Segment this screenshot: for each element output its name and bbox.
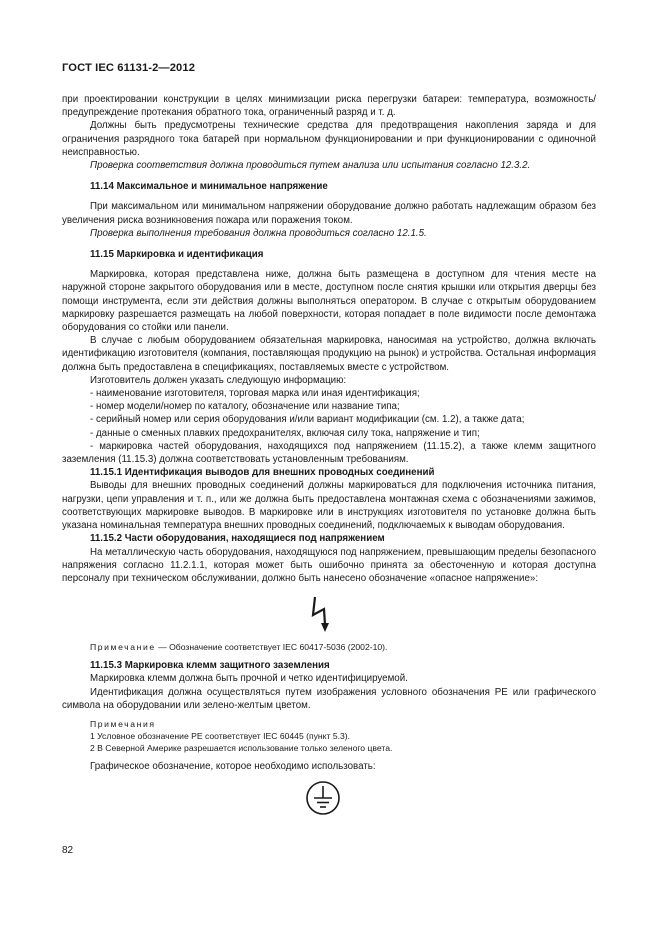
list-item: - серийный номер или серия оборудования и/или вариант модификации (см. 1.2), а также дата; — [90, 414, 525, 426]
section-heading-11-15-1: 11.15.1 Идентификация выводов для внешних проводных соединений — [90, 467, 435, 479]
paragraph: Идентификация должна осуществляться путем изображения условного обозначения PE или графического символа на оборудовании или зелено-желтым цветом. — [62, 686, 596, 711]
section-heading-11-15-2: 11.15.2 Части оборудования, находящиеся под напряжением — [90, 533, 385, 545]
protective-earth-symbol-row — [62, 773, 596, 823]
paragraph: при проектировании конструкции в целях минимизации риска перегрузки батареи: температура, возможность/предупреждение протекания обратного тока, ограниченный разряд и т. д. — [62, 94, 596, 119]
list-item: - номер модели/номер по каталогу, обозначение или название типа; — [90, 401, 400, 413]
paragraph: При максимальном или минимальном напряжении оборудование должно работать надлежащим образом без увеличения риска возникновения пожара или поражения током. — [62, 201, 596, 226]
paragraph: В случае с любым оборудованием обязательная маркировка, наносимая на устройство, должна включать идентификацию изготовителя (компания, поставляющая продукцию на рынок) и устройства. Остальная информация должна быть предоставлена в спецификациях, поставляемых вместе с устройством. — [62, 335, 596, 373]
paragraph: Должны быть предусмотрены технические средства для предотвращения накопления заряда и для ограничения разрядного тока батарей при нормальном функционировании и при функционировании с одиночной неисправностью. — [62, 120, 596, 158]
section-heading-11-15: 11.15 Маркировка и идентификация — [90, 249, 264, 261]
note-label: Примечание — [90, 642, 156, 653]
document-body — [62, 93, 596, 823]
paragraph: Выводы для внешних проводных соединений должны маркироваться для подключения источника питания, нагрузки, цепи управления и т. п., или же должна быть предоставлена монтажная схема с обозначениями зажимов, соответствующих маркировке выводов. В маркировке или в инструкциях изготовителя по установке должна быть указана номинальная температура внешних проводных соединений, подключаемых к выводам оборудования. — [62, 480, 596, 532]
verification-paragraph: Проверка соответствия должна проводиться путем анализа или испытания согласно 12.3.2. — [90, 160, 531, 172]
paragraph: Изготовитель должен указать следующую информацию: — [90, 374, 347, 386]
paragraph: Маркировка, которая представлена ниже, должна быть размещена в доступном для чтения месте на наружной стороне закрытого оборудования или в месте, доступном после снятия крышки или открытия дверцы без помощи инструмента, если эти действия должны выполняться оператором. В случае с открытым оборудованием маркировку разрешается размещать на любой поверхности, которая попадает в поле видимости после демонтажа оборудования со стойки или панели. — [62, 269, 596, 334]
notes-heading: Примечания — [90, 718, 156, 729]
note: 2 В Северной Америке разрешается использование только зеленого цвета. — [90, 742, 393, 753]
verification-paragraph: Проверка выполнения требования должна проводиться согласно 12.1.5. — [90, 227, 427, 239]
section-heading-11-15-3: 11.15.3 Маркировка клемм защитного заземления — [90, 660, 330, 672]
note-text: — Обозначение соответствует IEC 60417-5036 (2002-10). — [155, 642, 388, 653]
high-voltage-icon — [309, 595, 335, 633]
paragraph: На металлическую часть оборудования, находящуюся под напряжением, превышающим пределы безопасного напряжения согласно 11.2.1.1, которая может быть ошибочно принята за обесточенную и которая доступна персоналу при техническом обслуживании, должно быть нанесено обозначение «опасное напряжение»: — [62, 546, 596, 584]
page-number: 82 — [62, 845, 74, 856]
note — [62, 641, 596, 653]
list-item: - наименование изготовителя, торговая марка или иная идентификация; — [90, 388, 420, 400]
paragraph: Маркировка клемм должна быть прочной и четко идентифицируемой. — [90, 673, 408, 685]
protective-earth-icon — [304, 779, 342, 817]
note: 1 Условное обозначение PE соответствует IEC 60445 (пункт 5.3). — [90, 730, 351, 741]
list-item: - маркировка частей оборудования, находящихся под напряжением (11.15.2), а также клемм защитного заземления (11.15.3) должна соответствовать установленным требованиям. — [62, 440, 596, 466]
list-item: - данные о сменных плавких предохранителях, включая силу тока, напряжение и тип; — [90, 427, 480, 439]
section-heading-11-14: 11.14 Максимальное и минимальное напряжение — [90, 181, 328, 193]
paragraph: Графическое обозначение, которое необходимо использовать: — [90, 760, 376, 772]
high-voltage-symbol-row — [62, 585, 596, 641]
standard-header: ГОСТ IEC 61131-2—2012 — [62, 62, 196, 74]
